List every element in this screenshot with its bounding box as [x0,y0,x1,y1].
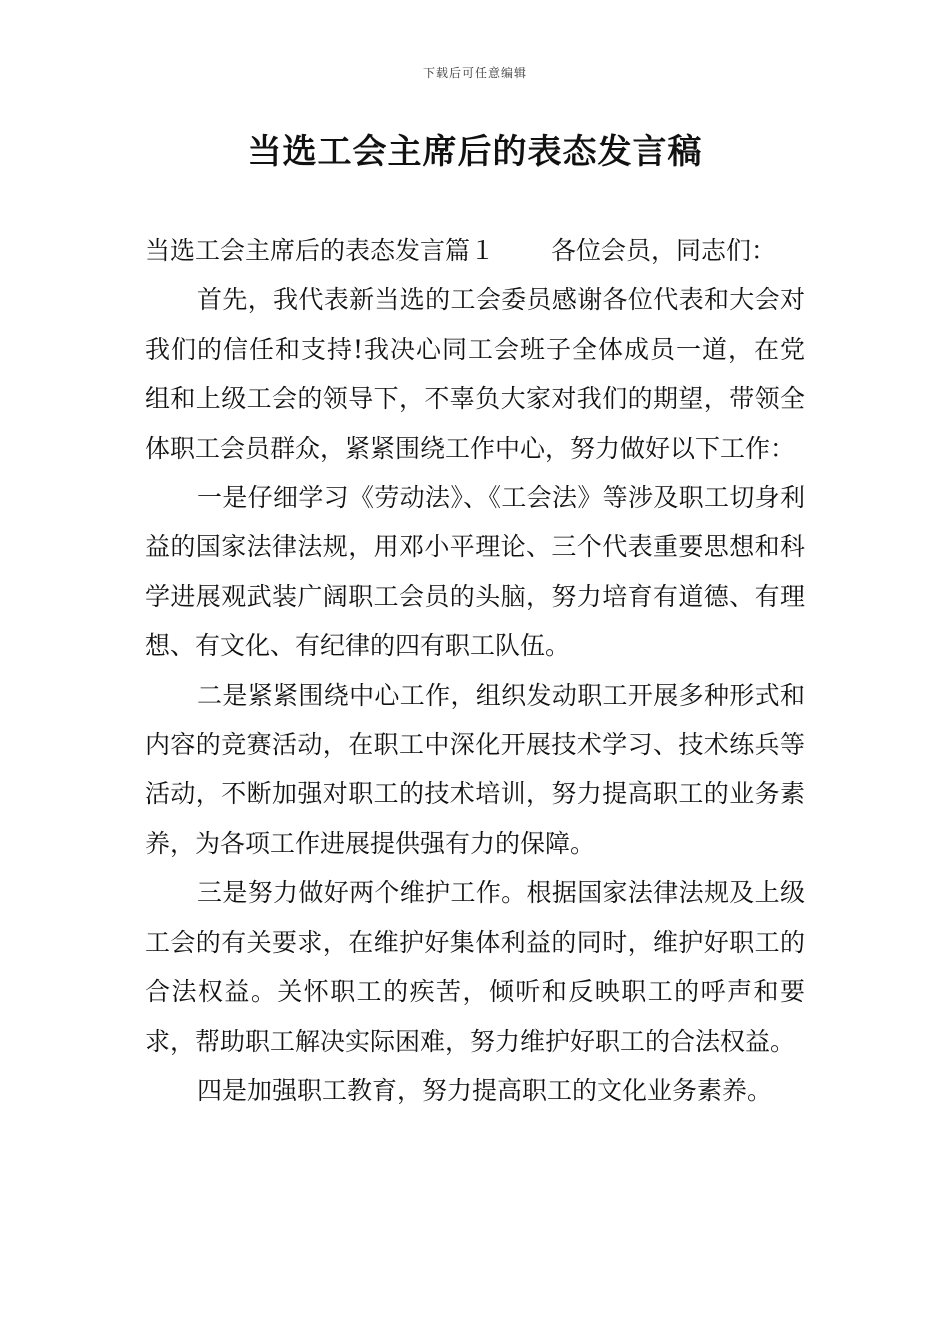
paragraph-2: 一是仔细学习《劳动法》、《工会法》等涉及职工切身利益的国家法律法规，用邓小平理论、三个代表重要思想和科学进展观武装广阔职工会员的头脑，努力培育有道德、有理想、有文化、有纪律的四有职工队伍。 [145,483,805,661]
header-note: 下载后可任意编辑 [422,66,527,80]
document-body [145,226,805,1115]
intro-heading: 当选工会主席后的表态发言篇１ [145,236,496,265]
paragraph-5: 四是加强职工教育，努力提高职工的文化业务素养。 [197,1075,773,1105]
paragraph-1: 首先，我代表新当选的工会委员感谢各位代表和大会对我们的信任和支持!我决心同工会班子全体成员一道，在党组和上级工会的领导下，不辜负大家对我们的期望，带领全体职工会员群众，紧紧围绕工作中心，努力做好以下工作： [145,285,805,463]
salutation: 各位会员，同志们： [551,236,777,265]
document-title: 当选工会主席后的表态发言稿 [247,132,703,172]
paragraph-4: 三是努力做好两个维护工作。根据国家法律法规及上级工会的有关要求，在维护好集体利益的同时，维护好职工的合法权益。关怀职工的疾苦，倾听和反映职工的呼声和要求，帮助职工解决实际困难，努力维护好职工的合法权益。 [145,878,805,1056]
paragraph-3: 二是紧紧围绕中心工作，组织发动职工开展多种形式和内容的竞赛活动，在职工中深化开展技术学习、技术练兵等活动，不断加强对职工的技术培训，努力提高职工的业务素养，为各项工作进展提供强有力的保障。 [145,680,805,858]
intro-line [145,226,805,275]
